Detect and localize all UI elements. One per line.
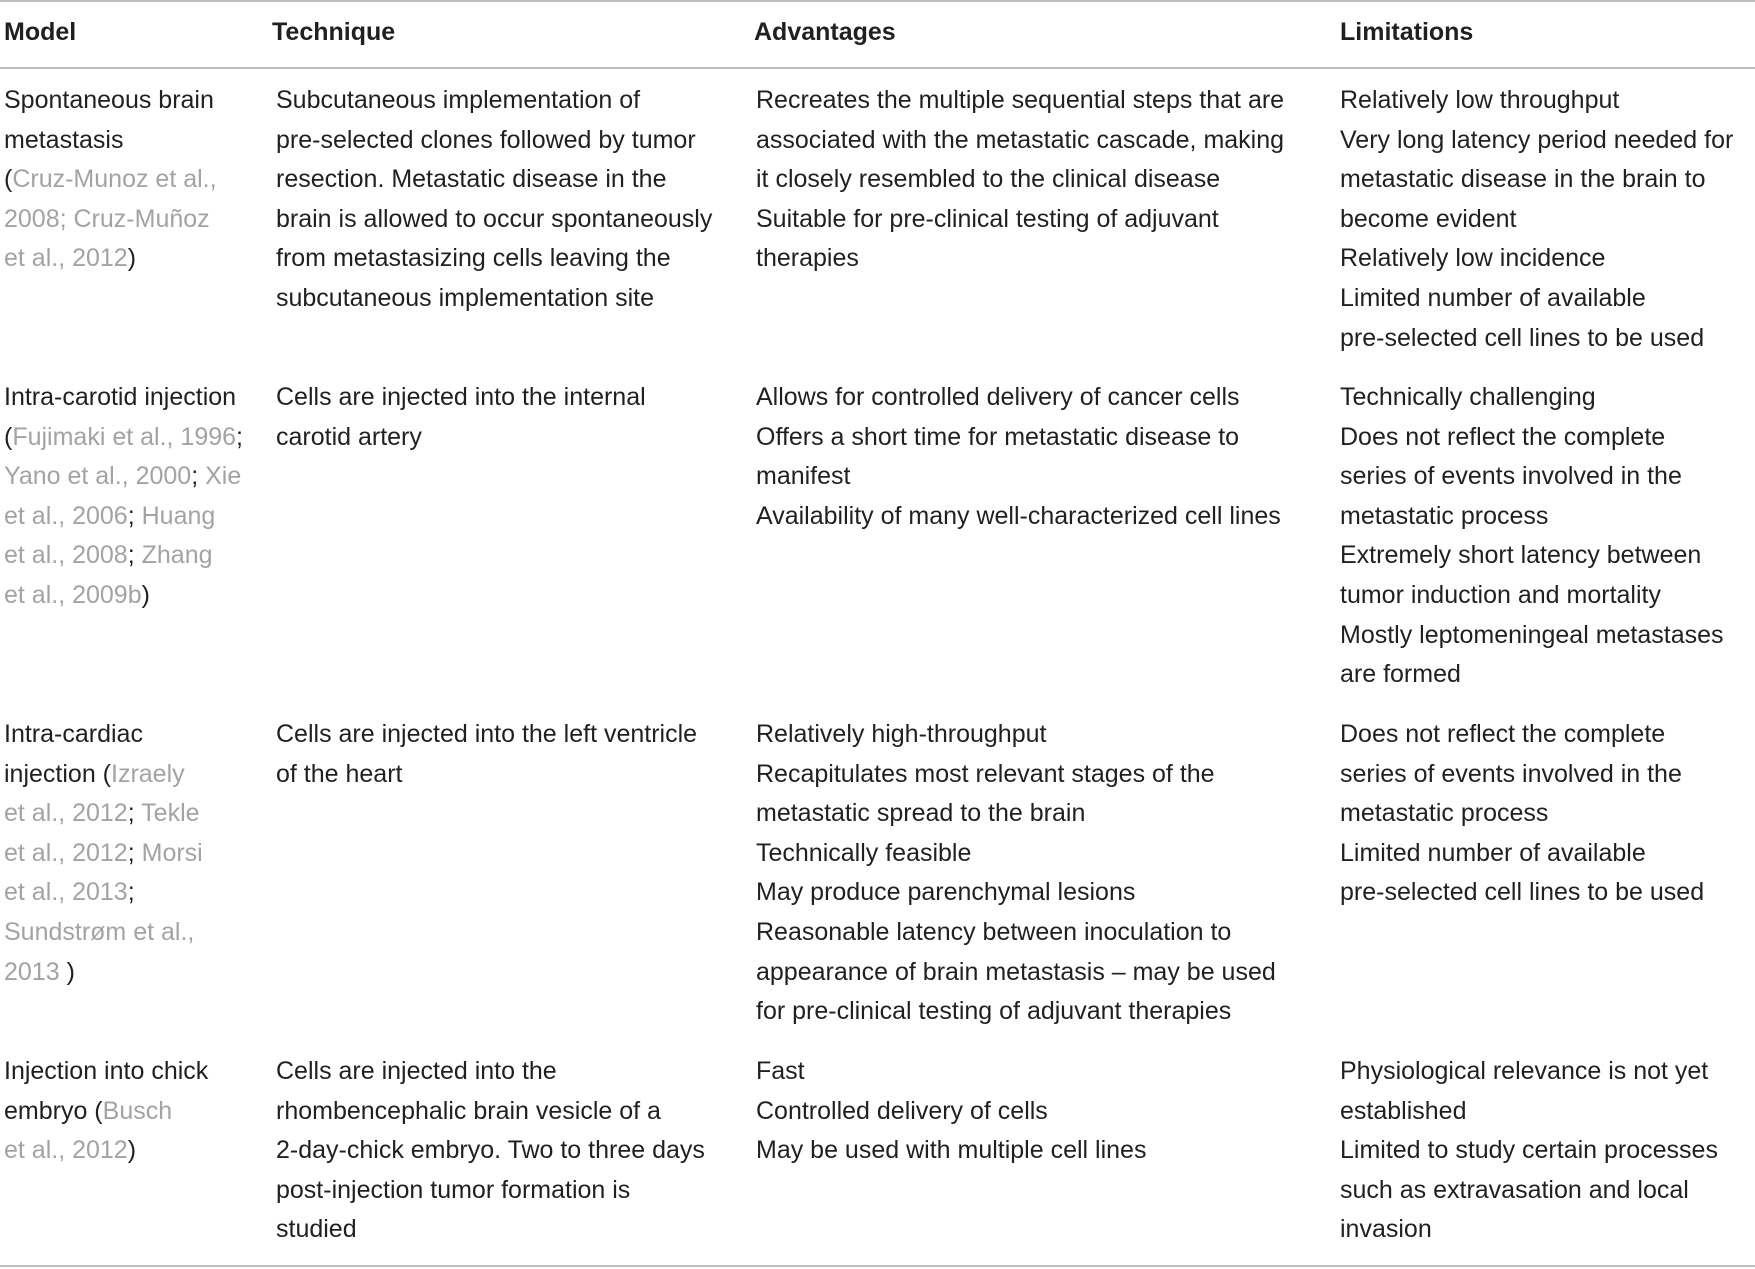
model-line bbox=[4, 1131, 264, 1171]
limitations-line: Extremely short latency between bbox=[1340, 541, 1702, 570]
limitations-line: Mostly leptomeningeal metastases bbox=[1340, 620, 1724, 649]
model-text: ; bbox=[127, 501, 142, 530]
limitations-line: metastatic process bbox=[1340, 501, 1549, 530]
technique-line: Cells are injected into the internal bbox=[276, 383, 646, 411]
technique-line: carotid artery bbox=[276, 422, 422, 451]
technique-line: Cells are injected into the bbox=[276, 1057, 557, 1085]
technique-line: subcutaneous implementation site bbox=[276, 283, 655, 312]
reference-link[interactable]: Fujimaki et al., 1996 bbox=[12, 422, 237, 451]
limitations-line: series of events involved in the bbox=[1340, 759, 1682, 788]
cell-advantages bbox=[756, 81, 1326, 279]
reference-link[interactable]: et al., 2012 bbox=[4, 244, 128, 273]
cell-advantages bbox=[756, 715, 1326, 1032]
model-line bbox=[4, 953, 264, 993]
model-line bbox=[4, 1052, 264, 1092]
reference-link[interactable]: Morsi bbox=[141, 838, 203, 867]
reference-link[interactable]: Izraely bbox=[111, 759, 185, 788]
advantages-line: Suitable for pre-clinical testing of adjuvant bbox=[756, 204, 1219, 233]
model-text: Injection into chick bbox=[4, 1057, 209, 1085]
limitations-line: become evident bbox=[1340, 204, 1517, 233]
limitations-line: Does not reflect the complete bbox=[1340, 422, 1666, 451]
limitations-line: established bbox=[1340, 1096, 1467, 1125]
reference-link[interactable]: 2008; Cruz-Muñoz bbox=[4, 204, 210, 233]
technique-line: brain is allowed to occur spontaneously bbox=[276, 204, 713, 233]
reference-link[interactable]: 2013 bbox=[4, 957, 60, 986]
model-text: ; bbox=[127, 878, 135, 907]
advantages-line: for pre-clinical testing of adjuvant therapies bbox=[756, 997, 1232, 1026]
model-line bbox=[4, 81, 264, 121]
reference-link[interactable]: Yano et al., 2000 bbox=[4, 462, 192, 491]
limitations-line: pre-selected cell lines to be used bbox=[1340, 878, 1705, 907]
cell-advantages bbox=[756, 1052, 1326, 1171]
model-line bbox=[4, 715, 264, 755]
advantages-line: Technically feasible bbox=[756, 838, 972, 867]
model-line bbox=[4, 121, 264, 161]
reference-link[interactable]: Tekle bbox=[141, 799, 200, 828]
cell-model bbox=[4, 715, 264, 992]
cell-limitations bbox=[1340, 715, 1752, 913]
reference-link[interactable]: et al., 2012 bbox=[4, 1136, 128, 1165]
model-text: ( bbox=[4, 422, 13, 451]
model-text: ) bbox=[141, 580, 150, 609]
technique-line: post-injection tumor formation is bbox=[276, 1175, 631, 1204]
limitations-line: series of events involved in the bbox=[1340, 462, 1682, 491]
model-text: ) bbox=[127, 1136, 137, 1165]
model-text: ; bbox=[191, 462, 206, 491]
technique-line: resection. Metastatic disease in the bbox=[276, 165, 667, 194]
advantages-line: it closely resembled to the clinical disease bbox=[756, 165, 1221, 194]
technique-line: of the heart bbox=[276, 759, 403, 788]
header-limitations: Limitations bbox=[1340, 18, 1474, 46]
technique-line: pre-selected clones followed by tumor bbox=[276, 125, 696, 154]
reference-link[interactable]: Zhang bbox=[141, 541, 213, 570]
reference-link[interactable]: Huang bbox=[141, 501, 216, 530]
limitations-line: metastatic process bbox=[1340, 799, 1549, 828]
advantages-line: manifest bbox=[756, 462, 851, 491]
limitations-line: Physiological relevance is not yet bbox=[1340, 1057, 1709, 1085]
limitations-line: invasion bbox=[1340, 1215, 1432, 1244]
cell-model bbox=[4, 81, 264, 279]
cell-limitations bbox=[1340, 1052, 1752, 1250]
model-text: embryo ( bbox=[4, 1096, 103, 1125]
advantages-line: Controlled delivery of cells bbox=[756, 1096, 1048, 1125]
cell-model bbox=[4, 1052, 264, 1171]
model-line bbox=[4, 1092, 264, 1132]
advantages-line: associated with the metastatic cascade, making bbox=[756, 125, 1285, 154]
limitations-line: Limited number of available bbox=[1340, 838, 1646, 867]
model-text: metastasis bbox=[4, 125, 124, 154]
cell-technique bbox=[276, 81, 746, 319]
cell-advantages bbox=[756, 378, 1326, 536]
reference-link[interactable]: Busch bbox=[102, 1096, 173, 1125]
advantages-line: Recapitulates most relevant stages of the bbox=[756, 759, 1215, 788]
advantages-line: Fast bbox=[756, 1057, 805, 1085]
cell-technique bbox=[276, 378, 746, 457]
model-text: injection ( bbox=[4, 759, 111, 788]
model-line bbox=[4, 873, 264, 913]
model-text: ) bbox=[59, 957, 75, 986]
advantages-line: appearance of brain metastasis – may be used bbox=[756, 957, 1276, 986]
table-top-rule bbox=[0, 0, 1755, 2]
model-text: Intra-carotid injection bbox=[4, 383, 237, 411]
model-line bbox=[4, 418, 264, 458]
limitations-line: Technically challenging bbox=[1340, 383, 1596, 411]
limitations-line: Limited to study certain processes bbox=[1340, 1136, 1718, 1165]
reference-link[interactable]: et al., 2008 bbox=[4, 541, 128, 570]
limitations-line: tumor induction and mortality bbox=[1340, 580, 1661, 609]
cell-limitations bbox=[1340, 378, 1752, 695]
reference-link[interactable]: Xie bbox=[205, 462, 242, 491]
advantages-line: May produce parenchymal lesions bbox=[756, 878, 1136, 907]
technique-line: studied bbox=[276, 1215, 357, 1244]
header-technique: Technique bbox=[272, 18, 396, 46]
model-text: Spontaneous brain bbox=[4, 86, 214, 114]
model-line bbox=[4, 913, 264, 953]
reference-link[interactable]: et al., 2013 bbox=[4, 878, 128, 907]
model-text: ; bbox=[127, 541, 142, 570]
model-text: ; bbox=[127, 838, 142, 867]
limitations-line: are formed bbox=[1340, 660, 1461, 689]
limitations-line: Relatively low throughput bbox=[1340, 86, 1620, 114]
reference-link[interactable]: et al., 2009b bbox=[4, 580, 142, 609]
header-model: Model bbox=[4, 18, 77, 46]
header-advantages: Advantages bbox=[754, 18, 896, 46]
cell-model bbox=[4, 378, 264, 616]
advantages-line: Offers a short time for metastatic disease to bbox=[756, 422, 1240, 451]
limitations-line: such as extravasation and local bbox=[1340, 1175, 1689, 1204]
model-text: Intra-cardiac bbox=[4, 720, 143, 748]
limitations-line: pre-selected cell lines to be used bbox=[1340, 323, 1705, 352]
advantages-line: Availability of many well-characterized cell lines bbox=[756, 501, 1281, 530]
table-bottom-rule bbox=[0, 1265, 1755, 1267]
model-line bbox=[4, 536, 264, 576]
model-text: ) bbox=[127, 244, 137, 273]
advantages-line: Recreates the multiple sequential steps that are bbox=[756, 86, 1285, 114]
model-line bbox=[4, 834, 264, 874]
model-line bbox=[4, 497, 264, 537]
model-line bbox=[4, 160, 264, 200]
advantages-line: therapies bbox=[756, 244, 859, 273]
reference-link[interactable]: Cruz-Munoz et al., bbox=[12, 165, 217, 194]
reference-link[interactable]: et al., 2006 bbox=[4, 501, 128, 530]
model-text: ; bbox=[236, 422, 243, 451]
model-line bbox=[4, 755, 264, 795]
technique-line: rhombencephalic brain vesicle of a bbox=[276, 1096, 661, 1125]
reference-link[interactable]: et al., 2012 bbox=[4, 799, 128, 828]
model-line bbox=[4, 200, 264, 240]
limitations-line: Does not reflect the complete bbox=[1340, 720, 1666, 748]
technique-line: Cells are injected into the left ventricle bbox=[276, 720, 698, 748]
model-line bbox=[4, 457, 264, 497]
advantages-line: Allows for controlled delivery of cancer cells bbox=[756, 383, 1240, 411]
advantages-line: Reasonable latency between inoculation to bbox=[756, 917, 1232, 946]
reference-link[interactable]: et al., 2012 bbox=[4, 838, 128, 867]
limitations-line: metastatic disease in the brain to bbox=[1340, 165, 1706, 194]
technique-line: from metastasizing cells leaving the bbox=[276, 244, 671, 273]
limitations-line: Very long latency period needed for bbox=[1340, 125, 1734, 154]
reference-link[interactable]: Sundstrøm et al., bbox=[4, 917, 195, 946]
limitations-line: Limited number of available bbox=[1340, 283, 1646, 312]
advantages-line: Relatively high-throughput bbox=[756, 720, 1047, 748]
cell-limitations bbox=[1340, 81, 1752, 358]
cell-technique bbox=[276, 715, 746, 794]
header-rule bbox=[0, 67, 1755, 69]
limitations-line: Relatively low incidence bbox=[1340, 244, 1606, 273]
model-line bbox=[4, 239, 264, 279]
technique-line: 2-day-chick embryo. Two to three days bbox=[276, 1136, 705, 1165]
model-line bbox=[4, 576, 264, 616]
advantages-line: May be used with multiple cell lines bbox=[756, 1136, 1147, 1165]
model-text: ; bbox=[127, 799, 142, 828]
cell-technique bbox=[276, 1052, 746, 1250]
model-line bbox=[4, 378, 264, 418]
model-line bbox=[4, 794, 264, 834]
model-text: ( bbox=[4, 165, 13, 194]
technique-line: Subcutaneous implementation of bbox=[276, 86, 641, 114]
advantages-line: metastatic spread to the brain bbox=[756, 799, 1086, 828]
